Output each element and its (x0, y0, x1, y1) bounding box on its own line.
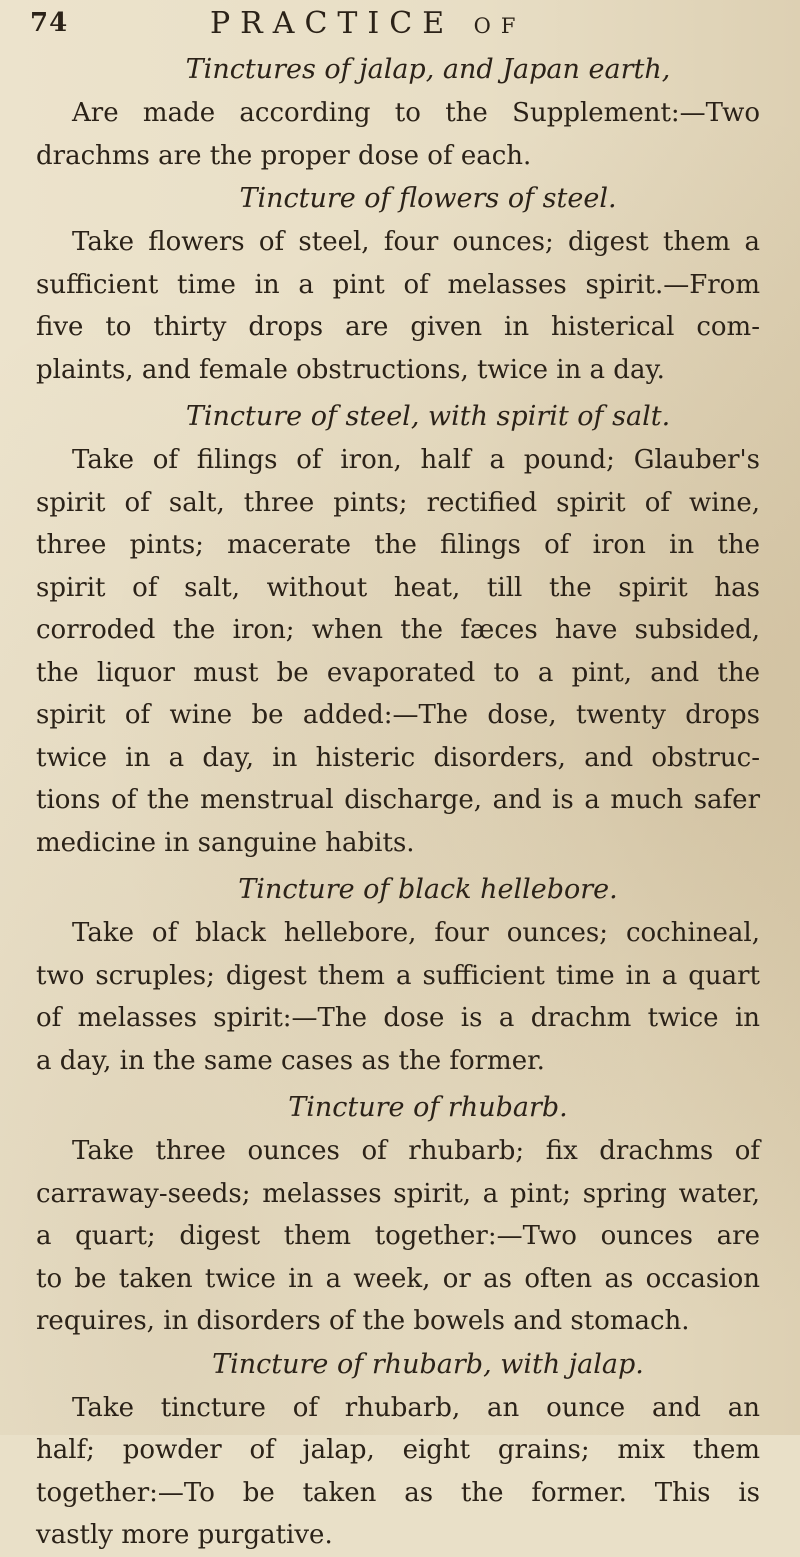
text-line: Take three ounces of rhubarb; fix drachms of (72, 1136, 760, 1166)
paragraph (36, 1130, 760, 1343)
section-steel-spirit-of-salt (36, 395, 760, 864)
text-line: tions of the menstrual discharge, and is a much safer (36, 785, 760, 815)
paragraph (36, 92, 760, 177)
text-line: vastly more purgative. (36, 1520, 333, 1550)
text-line: two scruples; digest them a sufficient time in a quart (36, 960, 760, 991)
text-line: a day, in the same cases as the former. (36, 1045, 545, 1076)
text-line: carraway-seeds; melasses spirit, a pint; spring water, (36, 1178, 760, 1209)
running-head: PRACTICE of (210, 6, 526, 41)
text-line: three pints; macerate the filings of iron in the (36, 530, 760, 560)
text-line: to be taken twice in a week, or as often as occasion (36, 1263, 760, 1294)
section-rhubarb-with-jalap (36, 1343, 760, 1557)
text-line: the liquor must be evaporated to a pint, and the (36, 657, 760, 688)
text-line: of melasses spirit:—The dose is a drachm twice in (36, 1003, 760, 1033)
text-line: drachms are the proper dose of each. (36, 140, 532, 171)
section-heading: Tincture of flowers of steel. (239, 183, 617, 214)
body-text (36, 48, 760, 1557)
paragraph (36, 439, 760, 864)
section-flowers-of-steel (36, 177, 760, 391)
section-heading: Tincture of rhubarb, with jalap. (212, 1348, 644, 1380)
text-line: requires, in disorders of the bowels and stomach. (36, 1306, 690, 1336)
paragraph (36, 912, 760, 1082)
section-heading: Tincture of steel, with spirit of salt. (185, 401, 671, 432)
text-line: spirit of salt, without heat, till the spirit has (36, 572, 760, 603)
text-line: five to thirty drops are given in histerical com- (36, 312, 760, 342)
text-line: spirit of salt, three pints; rectified spirit of wine, (36, 487, 760, 518)
text-line: Take of filings of iron, half a pound; Glauber's (72, 445, 760, 475)
text-line: Take flowers of steel, four ounces; digest them a (72, 227, 760, 257)
page-header (30, 6, 770, 46)
section-jalap-japan-earth (36, 48, 760, 177)
section-heading: Tinctures of jalap, and Japan earth, (185, 54, 671, 85)
text-line: half; powder of jalap, eight grains; mix them (36, 1435, 760, 1465)
section-rhubarb (36, 1086, 760, 1343)
paragraph (36, 221, 760, 391)
text-line: Are made according to the Supplement:—Two (72, 98, 760, 128)
text-line: medicine in sanguine habits. (36, 827, 415, 858)
text-line: spirit of wine be added:—The dose, twenty drops (36, 700, 760, 730)
text-line: Take of black hellebore, four ounces; cochineal, (72, 918, 760, 948)
text-line: corroded the iron; when the fæces have subsided, (36, 615, 760, 645)
text-line: Take tincture of rhubarb, an ounce and an (72, 1392, 760, 1423)
text-line: sufficient time in a pint of melasses spirit.—From (36, 269, 760, 300)
page-number: 74 (30, 8, 69, 38)
text-line: together:—To be taken as the former. This is (36, 1477, 760, 1508)
section-heading: Tincture of black hellebore. (238, 874, 618, 905)
paragraph (36, 1387, 760, 1557)
section-heading: Tincture of rhubarb. (288, 1092, 568, 1123)
text-line: twice in a day, in histeric disorders, and obstruc- (36, 742, 760, 773)
text-line: a quart; digest them together:—Two ounces are (36, 1221, 760, 1251)
text-line: plaints, and female obstructions, twice in a day. (36, 354, 665, 385)
section-black-hellebore (36, 868, 760, 1082)
